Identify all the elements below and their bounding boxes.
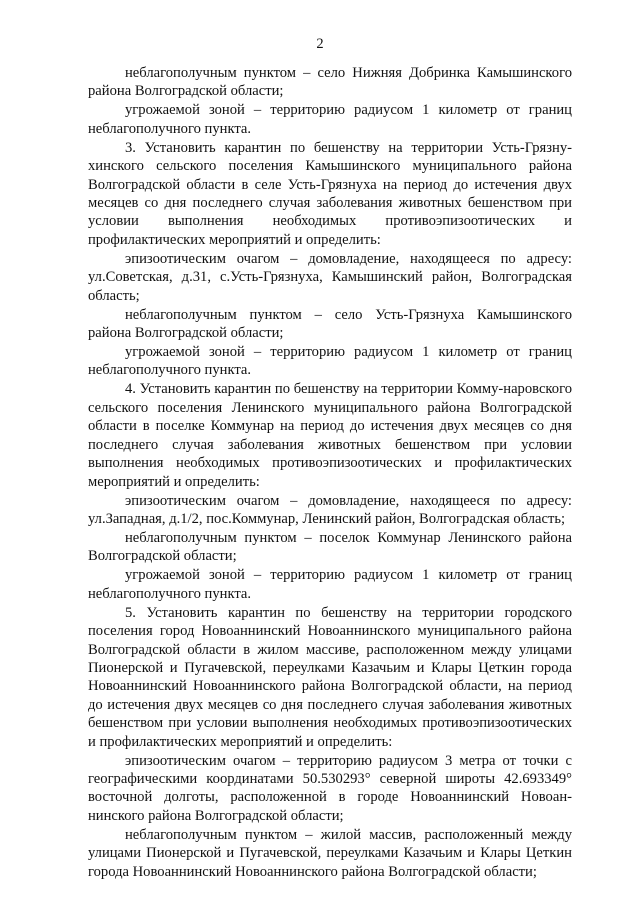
paragraph-3-unfavorable-point: неблагополучным пунктом – село Усть-Грязнуха Камышинского района Волгоградской области; [88,306,572,342]
paragraph-4-threatened-zone: угрожаемой зоной – территорию радиусом 1 километр от границ неблагополучного пункта. [88,567,572,602]
paragraph-5-epizootic-focus: эпизоотическим очагом – территорию радиусом 3 метра от точки с географическими координатами 50.530293° северной широты 42.693349° восточной долготы, расположенной в городе Новоаннинский Новоан-нинского района Волгоградской области; [88,752,572,824]
paragraph-3-epizootic-focus: эпизоотическим очагом – домовладение, находящееся по адресу: ул.Советская, д.31, с.Усть-Грязнуха, Камышинский район, Волгоградская область; [88,250,572,304]
paragraph-1-threatened-zone: угрожаемой зоной – территорию радиусом 1 километр от границ неблагополучного пункта. [88,102,572,137]
paragraph-1-unfavorable-point: неблагополучным пунктом – село Нижняя Добринка Камышинского района Волгоградской области; [88,65,572,100]
document-body [88,64,572,882]
paragraph-5-unfavorable-point: неблагополучным пунктом – жилой массив, расположенный между улицами Пионерской и Пугачевской, переулками Казачьим и Клары Цеткин города Новоаннинский Новоаннинского района Волгоградской области; [88,826,572,880]
paragraph-3-threatened-zone: угрожаемой зоной – территорию радиусом 1 километр от границ неблагополучного пункта. [88,344,572,379]
paragraph-4-unfavorable-point: неблагополучным пунктом – поселок Коммунар Ленинского района Волгоградской области; [88,529,572,565]
paragraph-4-epizootic-focus: эпизоотическим очагом – домовладение, находящееся по адресу: ул.Западная, д.1/2, пос.Коммунар, Ленинский район, Волгоградская область; [88,492,572,527]
paragraph-item-3: 3. Установить карантин по бешенству на территории Усть-Грязну-хинского сельского поселения Камышинского муниципального района Волгоградской области в селе Усть-Грязнуха на период до истечения двух месяцев со дня последнего случая заболевания животных бешенством при условии выполнения необходимых противоэпизоотических и профилактических мероприятий и определить: [88,139,572,248]
page-number: 2 [316,36,324,52]
paragraph-item-4: 4. Установить карантин по бешенству на территории Комму-наровского сельского поселения Ленинского муниципального района Волгоградской области в поселке Коммунар на период до истечения двух месяцев со дня последнего случая заболевания животных бешенством при условии выполнения необходимых противоэпизоотических и профилактических мероприятий и определить: [88,381,572,490]
paragraph-item-5: 5. Установить карантин по бешенству на территории городского поселения город Новоаннинский Новоаннинского муниципального района Волгоградской области в жилом массиве, расположенном между улицами Пионерской и Пугачевской, переулками Казачьим и Клары Цеткин города Новоаннинский Новоаннинского района Волгоградской области, на период до истечения двух месяцев со дня последнего случая заболевания животных бешенством при условии выполнения необходимых противоэпизоотических и профилактических мероприятий и определить: [88,604,572,750]
